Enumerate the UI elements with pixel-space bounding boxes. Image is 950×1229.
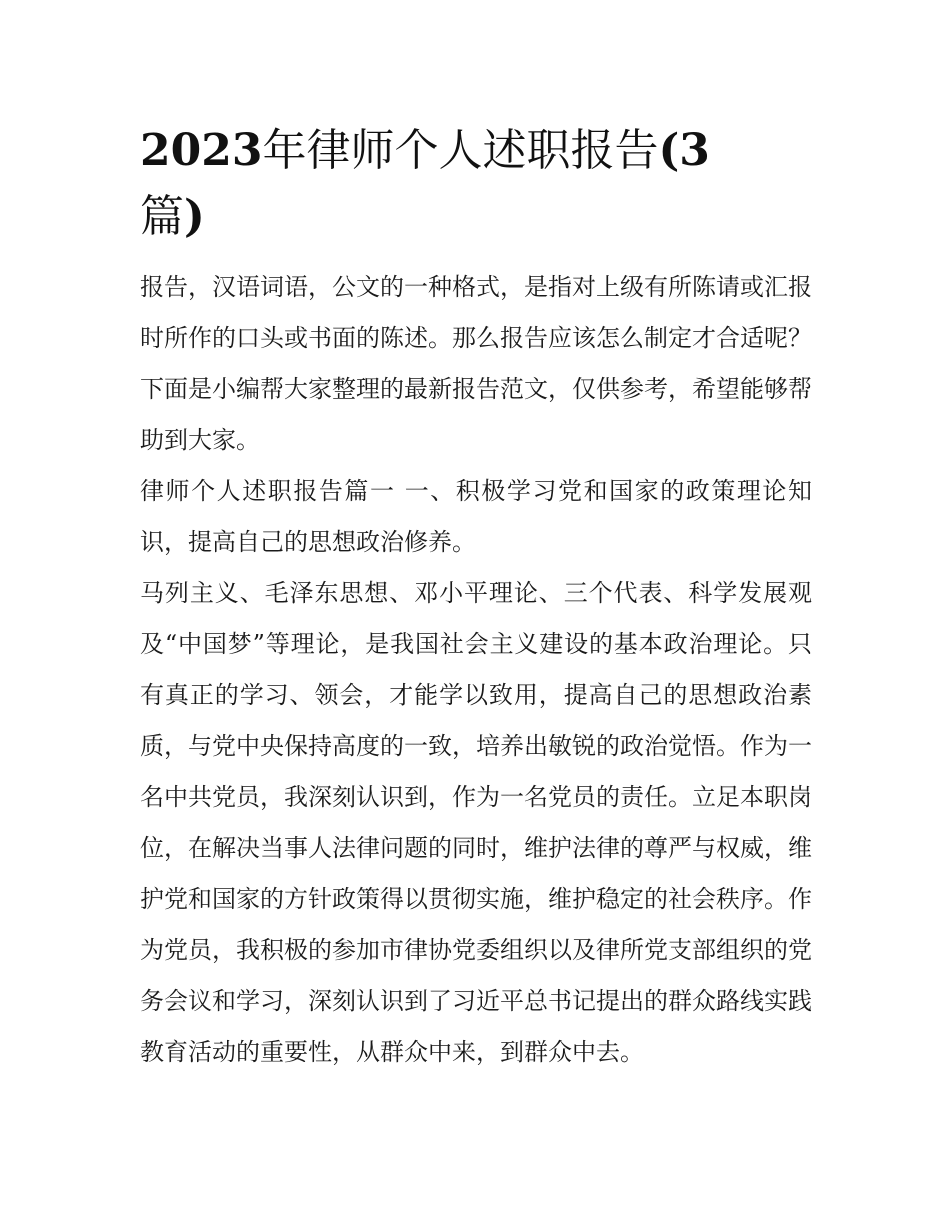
title-count-close: ) — [184, 191, 205, 242]
title-count-open: (3 — [658, 125, 710, 176]
intro-paragraph: 报告，汉语词语，公文的一种格式，是指对上级有所陈请或汇报时所作的口头或书面的陈述。那么报告应该怎么制定才合适呢？下面是小编帮大家整理的最新报告范文，仅供参考，希望能够帮助到大家。 — [140, 273, 812, 454]
title-year: 2023 — [140, 125, 263, 176]
title-tail: 篇 — [140, 191, 184, 242]
body-paragraph: 马列主义、毛泽东思想、邓小平理论、三个代表、科学发展观及“中国梦”等理论，是我国社会主义建设的基本政治理论。只有真正的学习、领会，才能学以致用，提高自己的思想政治素质，与党中央保持高度的一致，培养出敏锐的政治觉悟。作为一名中共党员，我深刻认识到，作为一名党员的责任。立足本职岗位，在解决当事人法律问题的同时，维护法律的尊严与权威，维护党和国家的方针政策得以贯彻实施，维护稳定的社会秩序。作为党员，我积极的参加市律协党委组织以及律所党支部组织的党务会议和学习，深刻认识到了习近平总书记提出的群众路线实践教育活动的重要性，从群众中来，到群众中去。 — [140, 579, 812, 1066]
title-main: 年律师个人述职报告 — [262, 125, 659, 176]
document-title — [140, 118, 812, 250]
document-page — [140, 118, 812, 1078]
document-body — [140, 262, 812, 1078]
section-heading-paragraph: 律师个人述职报告篇一 一、积极学习党和国家的政策理论知识，提高自己的思想政治修养。 — [140, 477, 812, 556]
